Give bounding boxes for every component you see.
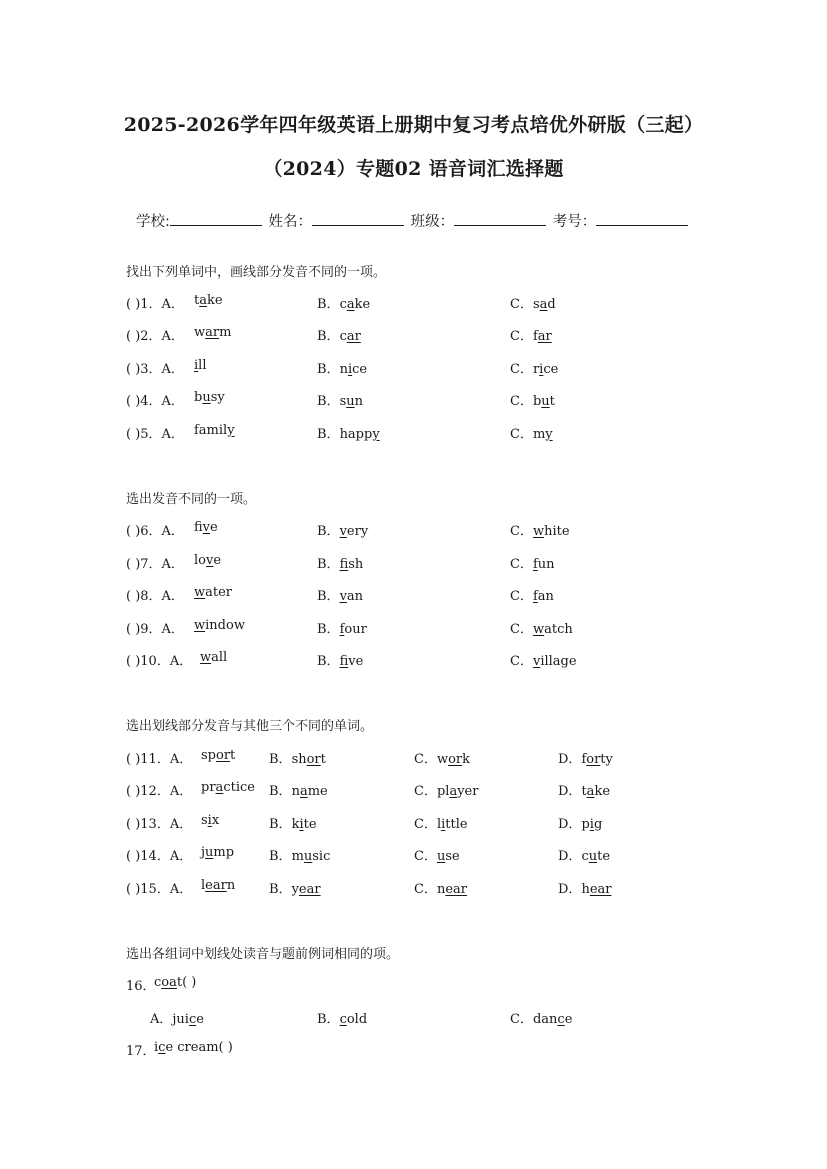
class-label: 班级： <box>410 214 455 230</box>
option-c: C．white <box>510 524 570 539</box>
question-number: ( )14．A． <box>126 849 193 864</box>
option-c: C．dance <box>510 1012 573 1027</box>
option-c: C．near <box>414 882 467 897</box>
option-c: C．sad <box>510 297 556 312</box>
doc-title-line2: （2024）专题02 语音词汇选择题 <box>263 158 564 180</box>
question-number: ( )9．A． <box>126 622 184 637</box>
section-1-instruction: 找出下列单词中，画线部分发音不同的一项。 <box>126 265 387 280</box>
option-c: C．fun <box>510 557 555 572</box>
question-number: ( )8．A． <box>126 589 184 604</box>
option-c: C．work <box>414 752 471 767</box>
question-number: 17． <box>126 1044 156 1059</box>
question-number: ( )6．A． <box>126 524 184 539</box>
option-b: B．short <box>269 752 326 767</box>
option-b: B．happy <box>317 427 380 442</box>
question-number: ( )2．A． <box>126 329 184 344</box>
option-a: love <box>194 553 222 568</box>
example-word: coat( ) <box>154 975 197 990</box>
option-d: D．forty <box>558 752 613 767</box>
option-d: D．cute <box>558 849 611 864</box>
question-number: ( )3．A． <box>126 362 184 377</box>
option-b: B．car <box>317 329 361 344</box>
option-a: jump <box>201 845 235 860</box>
option-a: sport <box>201 748 236 763</box>
school-label: 学校: <box>136 214 170 230</box>
option-b: B．very <box>317 524 369 539</box>
name-blank[interactable] <box>312 211 404 226</box>
name-label: 姓名： <box>268 214 312 230</box>
question-number: ( )10．A． <box>126 654 193 669</box>
option-b: B．cold <box>317 1012 368 1027</box>
section-2-instruction: 选出发音不同的一项。 <box>126 492 257 507</box>
option-c: C．little <box>414 817 468 832</box>
option-c: C．rice <box>510 362 559 377</box>
option-b: B．name <box>269 784 328 799</box>
option-a: five <box>194 520 218 535</box>
option-c: C．player <box>414 784 479 799</box>
option-a: warm <box>194 325 232 340</box>
option-b: B．music <box>269 849 331 864</box>
option-c: C．village <box>510 654 577 669</box>
option-a: learn <box>201 878 236 893</box>
option-b: B．year <box>269 882 321 897</box>
question-number: ( )13．A． <box>126 817 193 832</box>
example-word: ice cream( ) <box>154 1040 233 1055</box>
option-a: A．juice <box>150 1012 204 1027</box>
question-number: ( )11．A． <box>126 752 193 767</box>
number-label: 考号： <box>552 214 597 230</box>
option-b: B．four <box>317 622 367 637</box>
option-c: C．far <box>510 329 552 344</box>
option-b: B．sun <box>317 394 363 409</box>
option-b: B．five <box>317 654 364 669</box>
option-c: C．my <box>510 427 553 442</box>
section-4-instruction: 选出各组词中划线处读音与题前例词相同的项。 <box>126 947 400 962</box>
question-number: 16． <box>126 979 156 994</box>
option-d: D．pig <box>558 817 603 832</box>
option-a: wall <box>200 650 228 665</box>
class-blank[interactable] <box>454 211 546 226</box>
option-b: B．kite <box>269 817 317 832</box>
question-number: ( )4．A． <box>126 394 184 409</box>
option-a: water <box>194 585 233 600</box>
option-b: B．van <box>317 589 364 604</box>
doc-title-line1: 2025-2026学年四年级英语上册期中复习考点培优外研版（三起） <box>123 114 704 136</box>
option-a: family <box>194 423 235 438</box>
question-number: ( )5．A． <box>126 427 184 442</box>
option-a: practice <box>201 780 255 795</box>
student-info-line <box>136 210 690 231</box>
option-c: C．watch <box>510 622 573 637</box>
option-a: window <box>194 618 245 633</box>
option-b: B．nice <box>317 362 368 377</box>
option-b: B．cake <box>317 297 371 312</box>
option-a: busy <box>194 390 225 405</box>
question-number: ( )15．A． <box>126 882 193 897</box>
number-blank[interactable] <box>596 211 688 226</box>
school-blank[interactable] <box>170 211 262 226</box>
question-number: ( )1．A． <box>126 297 184 312</box>
question-number: ( )12．A． <box>126 784 193 799</box>
option-c: C．fan <box>510 589 554 604</box>
option-a: six <box>201 813 220 828</box>
option-d: D．hear <box>558 882 612 897</box>
option-a: take <box>194 293 223 308</box>
option-c: C．but <box>510 394 555 409</box>
option-d: D．take <box>558 784 611 799</box>
option-a: ill <box>194 358 207 373</box>
section-3-instruction: 选出划线部分发音与其他三个不同的单词。 <box>126 719 374 734</box>
option-b: B．fish <box>317 557 364 572</box>
question-number: ( )7．A． <box>126 557 184 572</box>
option-c: C．use <box>414 849 460 864</box>
